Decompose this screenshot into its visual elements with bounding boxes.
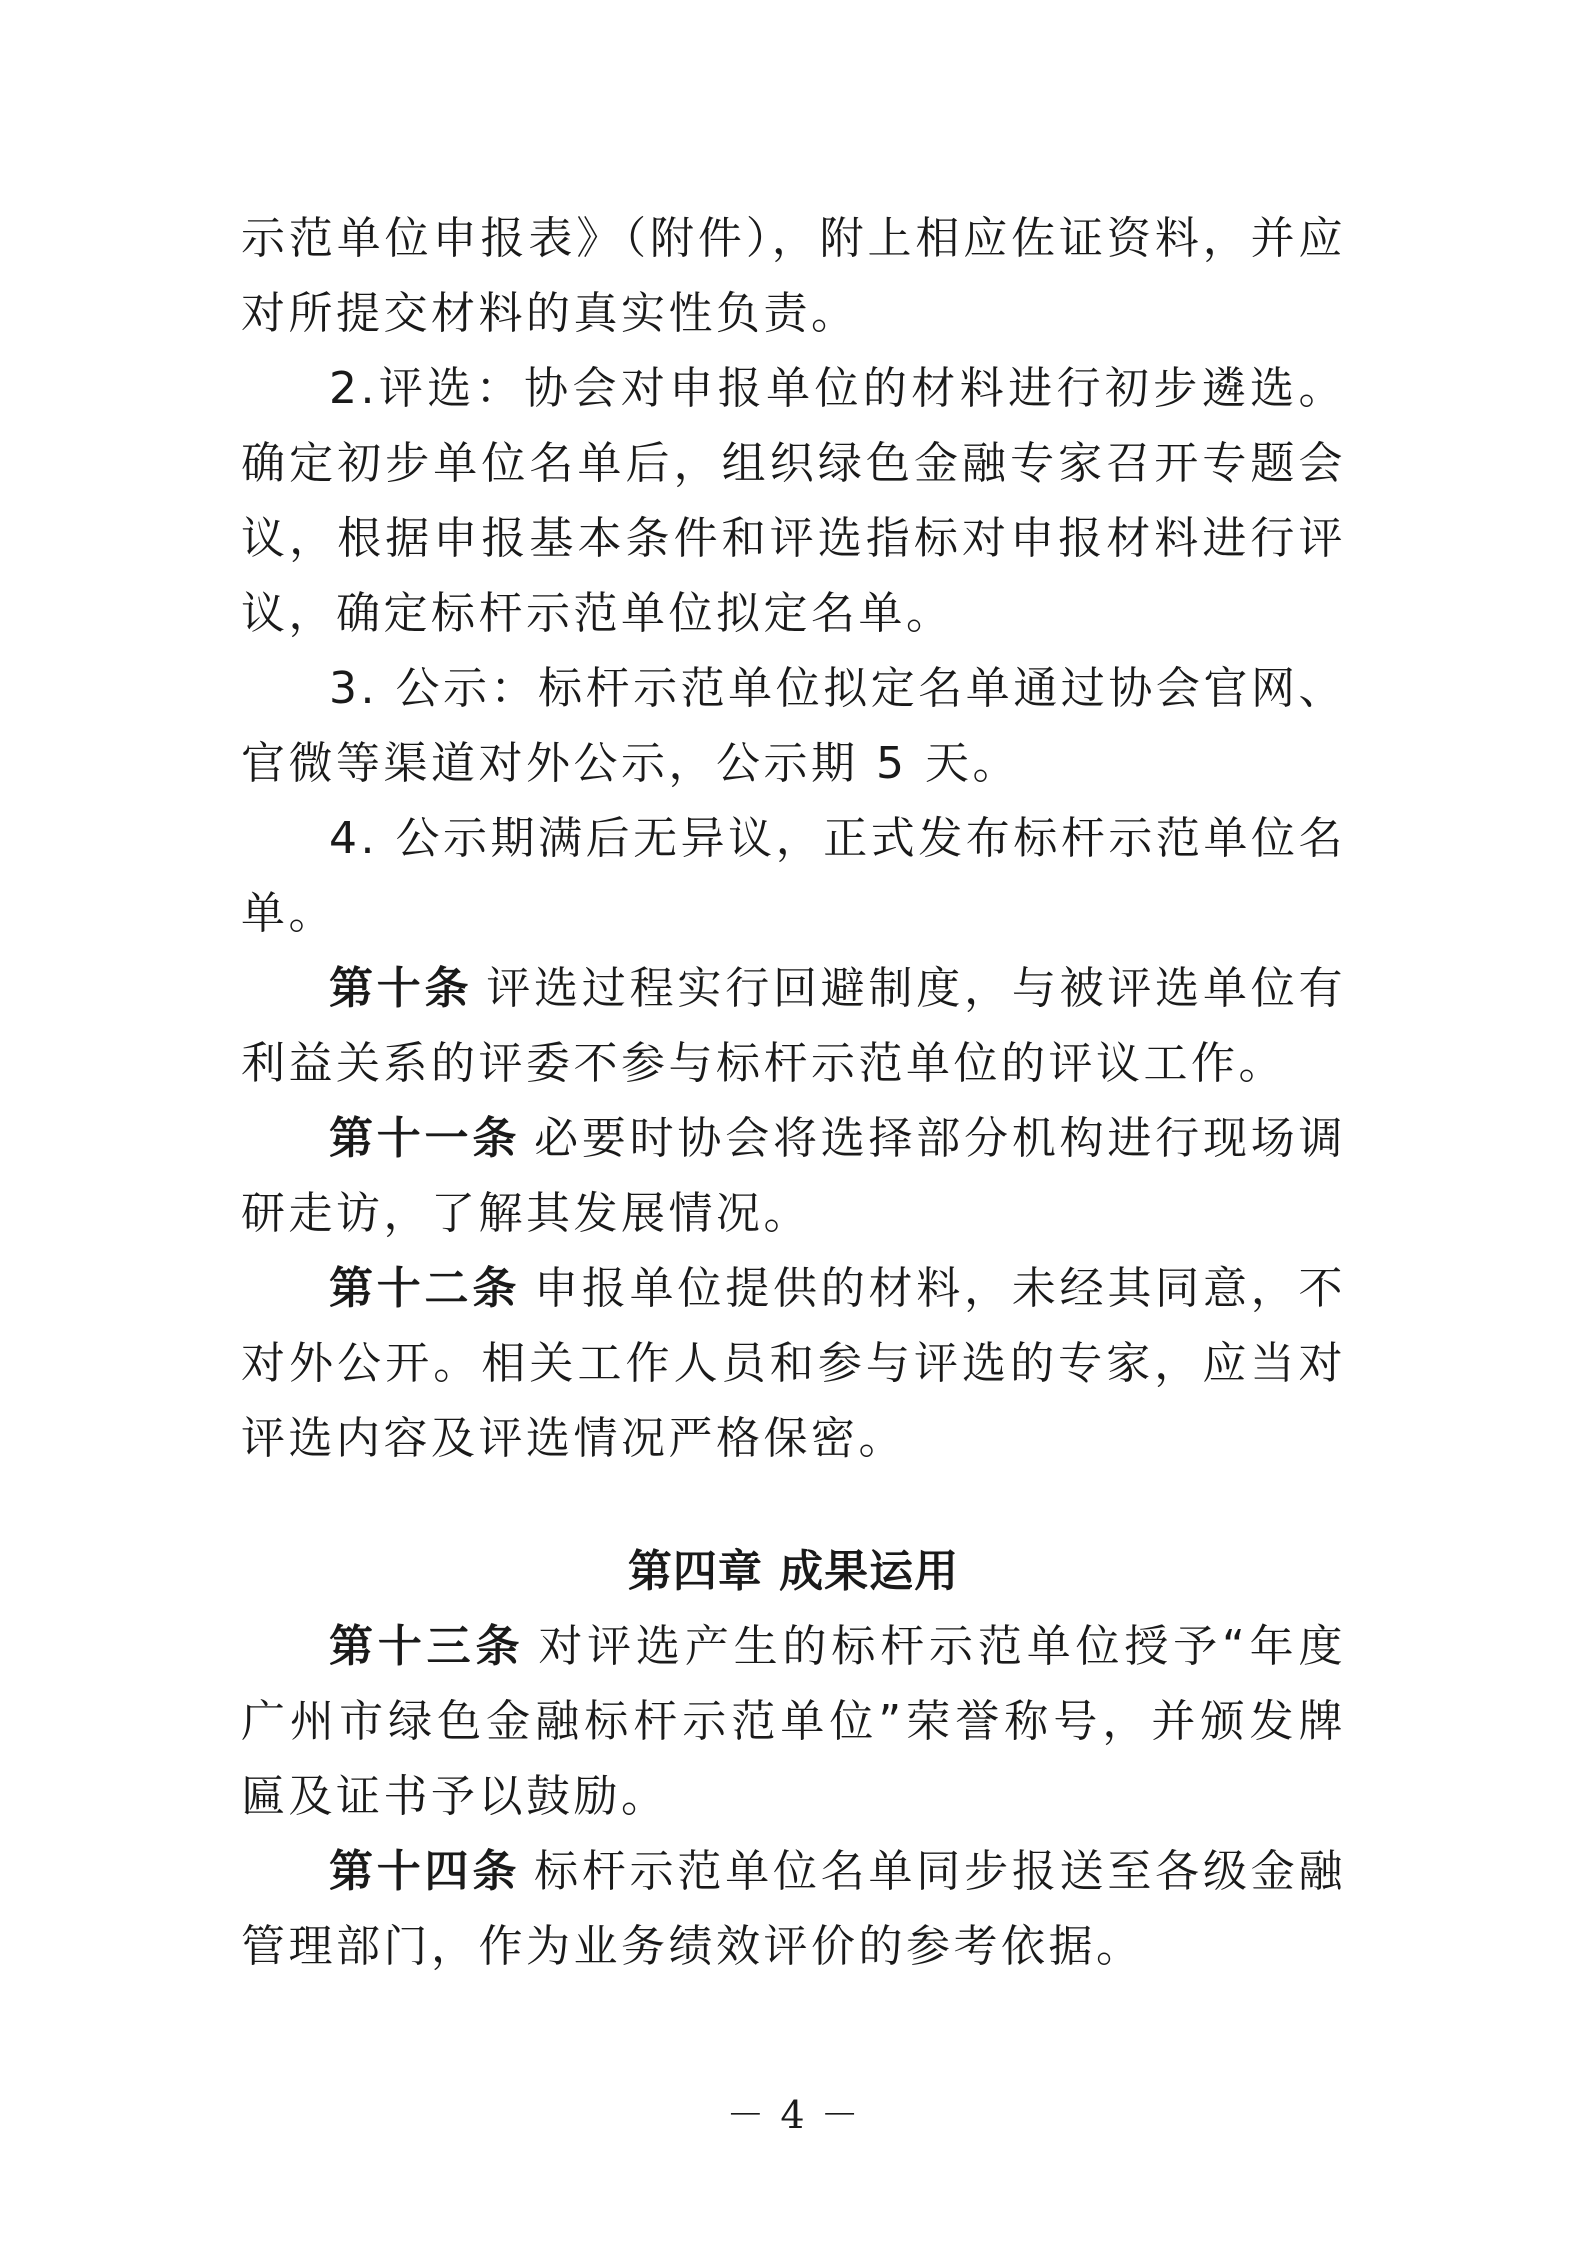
article-text: 评选过程实行回避制度，与被评选单位有利益关系的评委不参与标杆示范单位的评议工作。	[241, 963, 1347, 1089]
article-11	[241, 1101, 1346, 1251]
paragraph-text: 2.评选：协会对申报单位的材料进行初步遴选。确定初步单位名单后，组织绿色金融专家召开专题会议，根据申报基本条件和评选指标对申报材料进行评议，确定标杆示范单位拟定名单。	[241, 363, 1346, 639]
paragraph-text: 3. 公示：标杆示范单位拟定名单通过协会官网、官微等渠道对外公示，公示期 5 天。	[241, 663, 1346, 789]
paragraph-release-step	[241, 801, 1346, 951]
article-label: 第十条	[329, 963, 473, 1014]
paragraph-text: 4. 公示期满后无异议，正式发布标杆示范单位名单。	[241, 813, 1346, 939]
chapter-title: 第四章 成果运用	[627, 1546, 960, 1597]
paragraph-text: 示范单位申报表》（附件），附上相应佐证资料，并应对所提交材料的真实性负责。	[241, 213, 1346, 339]
article-text: 申报单位提供的材料，未经其同意，不对外公开。相关工作人员和参与评选的专家，应当对评选内容及评选情况严格保密。	[241, 1263, 1347, 1464]
article-label: 第十一条	[329, 1113, 521, 1164]
page-number: － 4 －	[726, 2093, 861, 2137]
paragraph-application-form	[241, 201, 1346, 351]
article-text: 必要时协会将选择部分机构进行现场调研走访，了解其发展情况。	[241, 1113, 1347, 1239]
article-label: 第十四条	[329, 1846, 521, 1897]
article-13	[241, 1609, 1346, 1834]
article-text: 对评选产生的标杆示范单位授予“年度广州市绿色金融标杆示范单位”荣誉称号，并颁发牌匾及证书予以鼓励。	[241, 1621, 1346, 1822]
article-label: 第十二条	[329, 1263, 521, 1314]
article-label: 第十三条	[329, 1621, 525, 1672]
article-text: 标杆示范单位名单同步报送至各级金融管理部门，作为业务绩效评价的参考依据。	[241, 1846, 1347, 1972]
paragraph-publicity-step	[241, 651, 1346, 801]
paragraph-selection-step	[241, 351, 1346, 651]
document-body	[241, 201, 1346, 1984]
article-10	[241, 951, 1346, 1101]
chapter-heading	[241, 1534, 1346, 1609]
article-12	[241, 1251, 1346, 1476]
article-14	[241, 1834, 1346, 1984]
